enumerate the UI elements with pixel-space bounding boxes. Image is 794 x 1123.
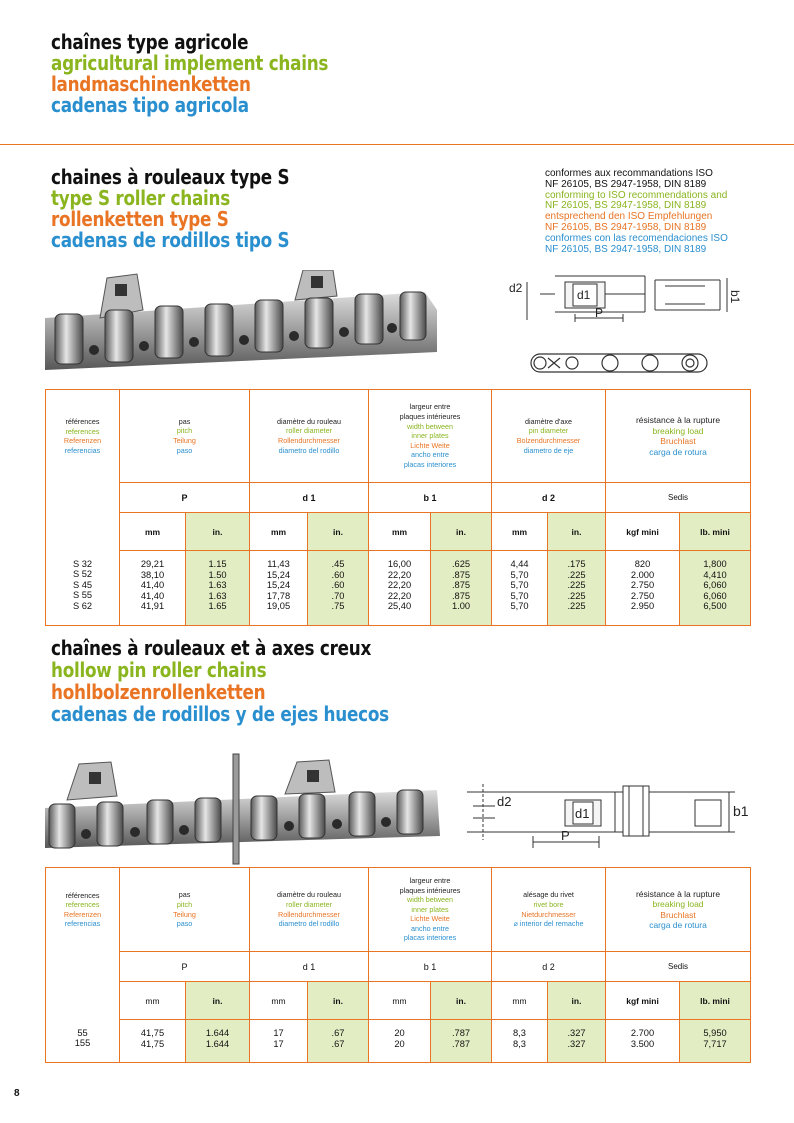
cell-p-mm: 41,40 (140, 590, 165, 601)
cell-b1-in: .875 (451, 580, 471, 591)
cell-p-mm: 41,75 (140, 1028, 165, 1038)
header-roller-diameter (250, 390, 369, 483)
unit-mm: mm (120, 982, 186, 1020)
header-text: placas interiores (403, 459, 457, 469)
s-data-block (46, 551, 751, 626)
symbol-d2: d 2 (492, 483, 606, 513)
section-s-title-es: cadenas de rodillos tipo S (51, 228, 290, 252)
unit-mm: mm (492, 513, 548, 551)
cell-lb: 6,060 (703, 580, 727, 591)
col-d1-mm (250, 1020, 308, 1063)
iso-note-en-line: NF 26105, BS 2947-1958, DIN 8189 (545, 200, 707, 212)
cell-b1-mm: 22,20 (387, 569, 412, 580)
iso-note-de-line: entsprechend den ISO Empfehlungen (545, 211, 713, 223)
s-chain-photo (45, 270, 437, 380)
cell-p-in: 1.63 (208, 590, 227, 601)
col-d1-in (308, 1020, 369, 1063)
symbol-sedis: Sedis (606, 483, 751, 513)
unit-mm: mm (250, 513, 308, 551)
cell-ref: S 45 (72, 579, 93, 590)
page-number: 8 (14, 1088, 20, 1099)
iso-note-en-line: conforming to ISO recommendations and (545, 189, 728, 201)
cell-ref: S 62 (72, 600, 93, 611)
cell-d1-mm: 17 (273, 1028, 284, 1038)
iso-note-fr-line: NF 26105, BS 2947-1958, DIN 8189 (545, 178, 707, 190)
col-lb (680, 1020, 751, 1063)
cell-d2-in: .175 (567, 559, 586, 569)
col-d2-mm (492, 1020, 548, 1063)
unit-mm: mm (369, 982, 431, 1020)
section-hp-title-en: hollow pin roller chains (51, 658, 267, 682)
header-text: carga de rotura (649, 920, 707, 930)
cell-b1-mm: 20 (394, 1028, 405, 1038)
unit-in: in. (431, 513, 492, 551)
header-text: résistance à la rupture (635, 888, 721, 899)
header-rivet-bore (492, 868, 606, 952)
col-d2-in (548, 1020, 606, 1063)
cell-b1-in: .787 (451, 1028, 471, 1038)
symbol-p: P (120, 952, 250, 982)
header-text: Teilung (173, 909, 196, 919)
section-s-title (51, 167, 335, 251)
header-references (46, 390, 120, 483)
header-text: largeur entre (409, 402, 451, 412)
col-b1-in (431, 551, 492, 626)
unit-in: in. (431, 982, 492, 1020)
cell-d2-mm: 8,3 (513, 1028, 526, 1038)
cell-p-in: 1.65 (208, 601, 227, 612)
section-s-title-fr: chaines à rouleaux type S (51, 165, 290, 189)
header-references (46, 868, 120, 952)
symbol-b1: b 1 (369, 483, 492, 513)
cell-d1-mm: 17,78 (266, 590, 291, 601)
header-breaking-load (606, 390, 751, 483)
header-inner-width (369, 868, 492, 952)
cell-d2-in: .225 (567, 590, 586, 601)
cell-lb: 5,950 (703, 1028, 727, 1038)
cell-d1-in: .67 (331, 1038, 345, 1049)
unit-in: in. (308, 513, 369, 551)
s-drawing-p-label: P (595, 306, 604, 320)
header-pitch (120, 390, 250, 483)
cell-d2-mm: 5,70 (510, 580, 529, 591)
hp-drawing-b1-label: b1 (733, 803, 749, 819)
hp-drawing-p-label: P (561, 828, 570, 843)
header-text: width between (407, 895, 453, 905)
cell-d2-in: .327 (567, 1038, 586, 1049)
cell-d2-mm: 4,44 (510, 559, 529, 569)
cell-d1-in: .45 (331, 559, 345, 569)
cell-d2-in: .327 (567, 1028, 586, 1038)
col-p-mm (120, 1020, 186, 1063)
header-text: alésage du rivet (523, 890, 574, 900)
header-text: inner plates (411, 904, 449, 914)
symbol-d2: d 2 (492, 952, 606, 982)
header-text: diamètre du rouleau (277, 416, 341, 426)
hollow-pin-chain-photo (45, 752, 440, 867)
iso-note-de (545, 212, 770, 234)
col-d1-in (308, 551, 369, 626)
header-text: width between (407, 421, 453, 431)
header-text: Teilung (173, 436, 196, 445)
page-title-fr: chaînes type agricole (51, 30, 249, 54)
ref-spacer (46, 982, 120, 1020)
cell-kgf: 2.750 (630, 580, 655, 591)
header-text: roller diameter (286, 899, 332, 909)
hollow-pin-spec-table (45, 867, 751, 1063)
s-chain-side-view (530, 352, 710, 374)
cell-p-in: 1.644 (205, 1028, 230, 1038)
header-inner-width (369, 390, 492, 483)
unit-in: in. (186, 982, 250, 1020)
symbol-d1: d 1 (250, 483, 369, 513)
cell-p-mm: 29,21 (140, 559, 165, 569)
header-text: paso (176, 919, 193, 929)
cell-ref: 55 (77, 1027, 88, 1038)
header-text: pas (178, 890, 191, 900)
iso-note-fr (545, 169, 770, 191)
cell-b1-mm: 20 (394, 1038, 405, 1049)
cell-p-in: 1.50 (208, 569, 227, 580)
iso-note-en (545, 191, 770, 213)
page-title (51, 32, 381, 116)
col-b1-mm (369, 1020, 431, 1063)
cell-b1-mm: 22,20 (387, 580, 412, 591)
cell-d1-in: .75 (331, 601, 345, 612)
cell-d1-in: .60 (331, 580, 345, 591)
cell-lb: 4,410 (703, 569, 727, 580)
header-pitch (120, 868, 250, 952)
unit-mm: mm (250, 982, 308, 1020)
header-text: Bruchlast (660, 436, 696, 446)
cell-d1-mm: 11,43 (267, 559, 290, 569)
col-kgf (606, 1020, 680, 1063)
iso-note-de-line: NF 26105, BS 2947-1958, DIN 8189 (545, 221, 707, 233)
col-d2-in (548, 551, 606, 626)
iso-note-es-line: conformes con las recomendaciones ISO (545, 232, 728, 244)
header-text: paso (176, 445, 193, 455)
header-text: Lichte Weite (410, 914, 450, 924)
header-text: referencias (64, 445, 101, 455)
cell-p-in: 1.15 (208, 559, 227, 569)
col-d2-mm (492, 551, 548, 626)
unit-kgf: kgf mini (606, 982, 680, 1020)
cell-p-mm: 41,75 (140, 1038, 165, 1049)
cell-p-in: 1.644 (205, 1038, 230, 1049)
hollow-pin-chain-drawing (465, 780, 760, 850)
header-text: Nietdurchmesser (521, 909, 576, 919)
cell-ref: S 55 (72, 590, 93, 601)
cell-d2-mm: 5,70 (510, 601, 529, 612)
col-b1-in (431, 1020, 492, 1063)
col-references (46, 1020, 120, 1063)
header-text: références (65, 890, 100, 900)
s-drawing-d1-label: d1 (577, 288, 591, 302)
unit-mm: mm (492, 982, 548, 1020)
col-d1-mm (250, 551, 308, 626)
header-text: largeur entre (409, 875, 451, 885)
section-hollow-pin-title (51, 637, 453, 725)
unit-kgf: kgf mini (606, 513, 680, 551)
symbol-d1: d 1 (250, 952, 369, 982)
header-text: pitch (176, 426, 193, 436)
cell-d1-mm: 17 (273, 1038, 284, 1049)
cell-ref: 155 (74, 1038, 91, 1049)
unit-mm: mm (369, 513, 431, 551)
header-text: Referenzen (63, 436, 102, 446)
cell-d2-mm: 5,70 (510, 569, 529, 580)
unit-in: in. (548, 982, 606, 1020)
cell-b1-in: .787 (451, 1038, 471, 1049)
col-b1-mm (369, 551, 431, 626)
header-text: breaking load (652, 425, 704, 436)
header-text: Rollendurchmesser (278, 436, 340, 445)
header-text: placas interiores (403, 933, 457, 943)
col-p-mm (120, 551, 186, 626)
header-text: pas (178, 416, 191, 426)
header-text: inner plates (411, 431, 449, 441)
cell-b1-in: .875 (451, 590, 471, 601)
header-text: carga de rotura (649, 446, 707, 457)
cell-d2-in: .225 (567, 580, 586, 591)
cell-kgf: 2.750 (630, 590, 655, 601)
page-title-en: agricultural implement chains (51, 51, 329, 75)
s-drawing-d2-label: d2 (509, 281, 523, 295)
cell-d2-mm: 5,70 (510, 590, 529, 601)
section-hp-title-fr: chaînes à rouleaux et à axes creux (51, 636, 372, 660)
cell-b1-in: .875 (451, 569, 471, 580)
cell-p-in: 1.63 (208, 580, 227, 591)
cell-lb: 7,717 (703, 1038, 727, 1049)
iso-note-es (545, 234, 770, 256)
header-text: diametro del rodillo (278, 919, 340, 929)
hp-drawing-d1-label: d1 (575, 806, 590, 821)
section-hp-title-es: cadenas de rodillos y de ejes huecos (51, 702, 389, 726)
iso-note-fr-line: conformes aux recommandations ISO (545, 168, 713, 179)
section-hp-title-de: hohlbolzenrollenketten (51, 680, 266, 704)
cell-p-mm: 41,40 (140, 580, 165, 591)
col-lb (680, 551, 751, 626)
header-text: plaques intérieures (399, 885, 461, 895)
header-text: diametro de eje (523, 445, 574, 455)
unit-lb: lb. mini (680, 513, 751, 551)
cell-kgf: 2.700 (630, 1028, 655, 1038)
header-text: referencias (64, 919, 101, 929)
header-text: Referenzen (63, 909, 102, 919)
cell-d1-mm: 15,24 (266, 580, 291, 591)
header-roller-diameter (250, 868, 369, 952)
cell-d2-mm: 8,3 (513, 1038, 526, 1049)
hp-data-block (46, 1020, 751, 1063)
cell-ref: S 32 (72, 558, 93, 569)
cell-d2-in: .225 (567, 601, 586, 612)
col-kgf (606, 551, 680, 626)
cell-kgf: 2.000 (630, 569, 655, 580)
cell-kgf: 3.500 (630, 1038, 655, 1049)
header-pin-diameter (492, 390, 606, 483)
ref-spacer (46, 513, 120, 551)
cell-b1-in: .625 (451, 559, 471, 569)
header-text: roller diameter (286, 426, 332, 436)
cell-b1-mm: 25,40 (387, 601, 412, 612)
unit-mm: mm (120, 513, 186, 551)
cell-d1-mm: 19,05 (266, 601, 291, 612)
col-p-in (186, 1020, 250, 1063)
cell-d1-in: .60 (331, 569, 345, 580)
header-text: references (65, 900, 100, 910)
page-title-de: landmaschinenketten (51, 72, 251, 96)
ref-spacer (46, 483, 120, 513)
header-text: Bolzendurchmesser (516, 436, 581, 445)
cell-d1-mm: 15,24 (266, 569, 291, 580)
cell-b1-mm: 16,00 (387, 559, 412, 569)
header-text: references (65, 426, 100, 436)
s-chain-spec-table (45, 389, 751, 626)
header-text: diametro del rodillo (278, 445, 340, 455)
section-divider (0, 144, 794, 145)
header-text: pitch (176, 899, 193, 909)
col-p-in (186, 551, 250, 626)
cell-p-mm: 38,10 (140, 569, 165, 580)
cell-p-mm: 41,91 (140, 601, 165, 612)
hp-drawing-d2-label: d2 (497, 794, 512, 809)
cell-lb: 6,060 (703, 590, 727, 601)
col-references (46, 551, 120, 626)
unit-in: in. (308, 982, 369, 1020)
iso-note-es-line: NF 26105, BS 2947-1958, DIN 8189 (545, 243, 707, 255)
cell-ref: S 52 (72, 569, 93, 580)
header-text: Lichte Weite (410, 440, 450, 450)
header-text: références (65, 417, 100, 427)
cell-lb: 6,500 (703, 601, 727, 612)
symbol-b1: b 1 (369, 952, 492, 982)
symbol-sedis: Sedis (606, 952, 751, 982)
header-text: ancho entre (411, 923, 449, 933)
header-text: résistance à la rupture (635, 415, 721, 425)
symbol-p: P (120, 483, 250, 513)
header-text: Rollendurchmesser (278, 909, 340, 919)
cell-kgf: 2.950 (630, 601, 655, 612)
header-text: Bruchlast (660, 909, 696, 920)
cell-d2-in: .225 (567, 569, 586, 580)
header-text: breaking load (652, 899, 704, 909)
cell-b1-in: 1.00 (451, 601, 471, 612)
cell-b1-mm: 22,20 (387, 590, 412, 601)
cell-kgf: 820 (634, 559, 651, 569)
section-s-title-en: type S roller chains (51, 186, 231, 210)
header-text: rivet bore (533, 899, 564, 909)
ref-spacer (46, 952, 120, 982)
unit-in: in. (186, 513, 250, 551)
cell-lb: 1,800 (703, 559, 727, 569)
page-title-es: cadenas tipo agricola (51, 93, 249, 117)
unit-in: in. (548, 513, 606, 551)
header-text: diamètre du rouleau (277, 890, 341, 900)
iso-conformity-notes (545, 169, 770, 255)
unit-lb: lb. mini (680, 982, 751, 1020)
section-s-title-de: rollenketten type S (51, 207, 229, 231)
cell-d1-in: .70 (331, 590, 345, 601)
header-text: ⌀ interior del remache (513, 919, 584, 929)
header-text: plaques intérieures (399, 412, 461, 422)
header-text: ancho entre (411, 450, 449, 460)
header-breaking-load (606, 868, 751, 952)
s-chain-drawing (505, 272, 750, 332)
header-text: diamètre d'axe (525, 416, 572, 426)
header-text: pin diameter (528, 426, 569, 436)
cell-d1-in: .67 (331, 1028, 345, 1038)
s-drawing-b1-label: b1 (728, 290, 742, 304)
